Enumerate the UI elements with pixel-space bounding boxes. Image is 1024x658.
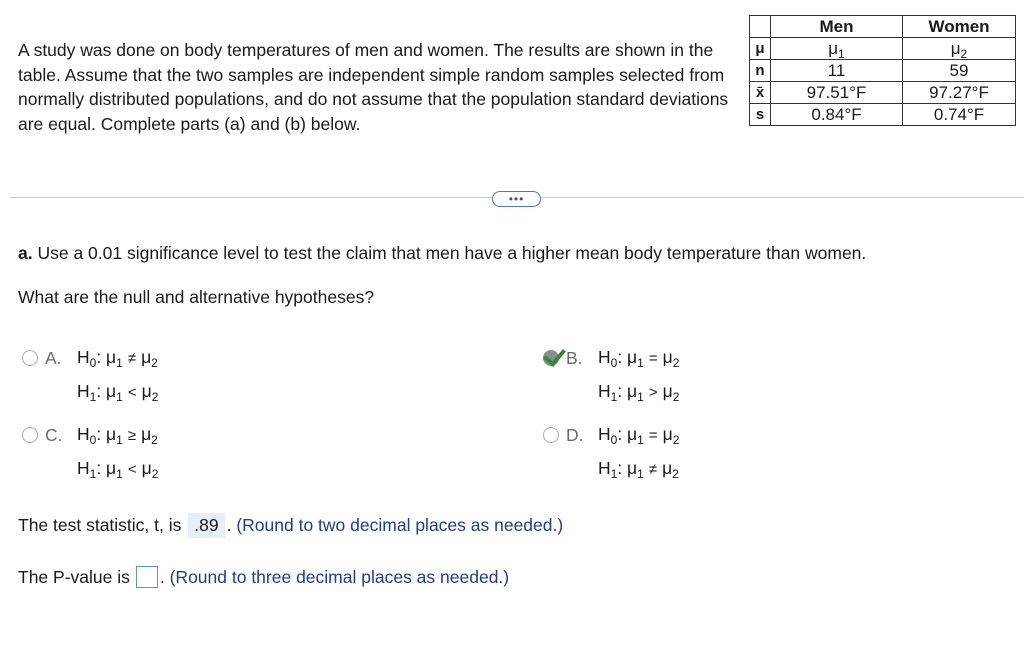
women-s: 0.74°F (903, 104, 1016, 126)
women-mu: $\mu_2$ (903, 38, 1016, 60)
option-c[interactable] (22, 425, 158, 486)
row-label-xbar: x̄ (750, 82, 771, 104)
hypotheses-b: $H_0$: $\mu_1 = \mu_2$ $H_1$: $\mu_1 > \mu_2$ (598, 347, 680, 404)
men-s: 0.84°F (771, 104, 903, 126)
option-b[interactable] (543, 348, 679, 409)
hypotheses-c: $H_0$: $\mu_1 \ge \mu_2$ $H_1$: $\mu_1 < \mu_2$ (77, 424, 159, 481)
men-n: 11 (771, 60, 903, 82)
problem-intro: A study was done on body temperatures of men and women. The results are shown in the table. Assume that the two samples are independent simple random samples selected from normally distributed populations, and do not assume that the population standard deviations are equal. Complete parts (a) and (b) below. (18, 40, 729, 134)
women-xbar: 97.27°F (903, 82, 1016, 104)
rounding-hint: (Round to two decimal places as needed.) (236, 515, 564, 535)
radio-b[interactable] (543, 350, 559, 366)
p-value-input[interactable] (136, 566, 158, 588)
header-women: Women (903, 16, 1016, 38)
men-xbar: 97.51°F (771, 82, 903, 104)
men-mu: $\mu_1$ (771, 38, 903, 60)
header-men: Men (771, 16, 903, 38)
table-row (750, 104, 1016, 126)
table-row (750, 38, 1016, 60)
option-letter: A. (45, 348, 62, 368)
radio-d[interactable] (543, 427, 559, 443)
test-statistic-line: The test statistic, t, is .89 . (Round to two decimal places as needed.) (18, 513, 563, 538)
option-letter: C. (45, 425, 63, 445)
hypotheses-question: What are the null and alternative hypotheses? (18, 287, 375, 307)
women-n: 59 (903, 60, 1016, 82)
hypotheses-d: $H_0$: $\mu_1 = \mu_2$ $H_1$: $\mu_1 \ne \mu_2$ (598, 424, 680, 481)
row-label-mu: μ (750, 38, 771, 60)
p-value-line: The P-value is . (Round to three decimal places as needed.) (18, 566, 510, 587)
table-corner (750, 16, 771, 38)
option-a[interactable] (22, 348, 158, 409)
rounding-hint: (Round to three decimal places as needed.) (169, 566, 510, 587)
radio-c[interactable] (22, 427, 38, 443)
option-d[interactable] (543, 425, 679, 486)
option-letter: B. (566, 348, 583, 368)
test-statistic-answer[interactable]: .89 (188, 513, 224, 538)
row-label-n: n (750, 60, 771, 82)
more-button[interactable]: ••• (492, 191, 541, 207)
row-label-s: s (750, 104, 771, 126)
hypotheses-a: $H_0$: $\mu_1 \ne \mu_2$ $H_1$: $\mu_1 < \mu_2$ (77, 347, 159, 404)
table-row (750, 60, 1016, 82)
table-row (750, 82, 1016, 104)
part-a-prompt: a. Use a 0.01 significance level to test the claim that men have a higher mean body temperature than women. (18, 243, 867, 263)
option-letter: D. (566, 425, 584, 445)
checkmark-icon (543, 343, 566, 367)
radio-a[interactable] (22, 350, 38, 366)
data-table (749, 15, 1016, 126)
